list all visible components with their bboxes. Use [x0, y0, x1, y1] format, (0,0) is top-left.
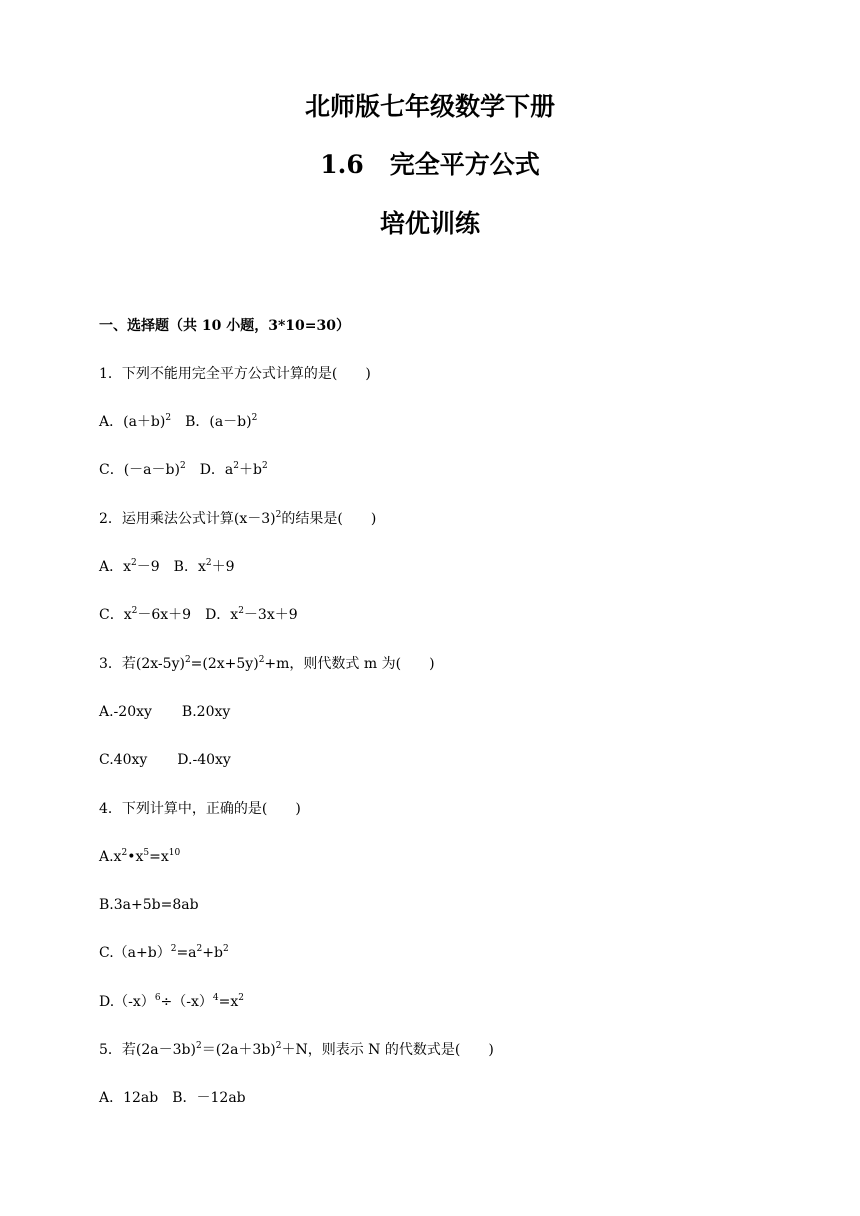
- document-title: 北师版七年级数学下册: [304, 92, 555, 121]
- question-4-option-a: $A.x^2•x^5=x^{10}$: [99, 848, 181, 865]
- lesson-name: 完全平方公式: [389, 150, 540, 179]
- lesson-title: [0, 152, 860, 177]
- option-d: D.-40xy: [177, 752, 231, 768]
- option-a: A．12ab: [99, 1090, 159, 1106]
- question-4-stem: 4．下列计算中，正确的是( ): [99, 801, 301, 817]
- question-4-option-c: $C.(a+b)^2=a^2+b^2$: [99, 944, 229, 961]
- question-3-stem: 3．若$(2x-5y)^2=(2x+5y)^2+m$，则代数式 m 为( ): [99, 655, 435, 672]
- section-heading: 一、选择题（共 10 小题，3*10=30）: [99, 318, 350, 334]
- question-2-options-cd: [99, 608, 298, 622]
- option-b: B．$(a-b)^2$: [185, 413, 258, 430]
- option-a: A.-20xy: [99, 704, 152, 720]
- option-b: B．－12ab: [172, 1090, 246, 1106]
- option-a: A．$x^2-9$: [99, 558, 160, 575]
- question-3-options-ab: [99, 705, 230, 719]
- question-1-options-ab: [99, 415, 257, 429]
- option-c: C．$(-a-b)^2$: [99, 461, 186, 478]
- option-b: B．$x^2+9$: [173, 558, 235, 575]
- question-3-options-cd: [99, 753, 231, 767]
- option-d: D．$a^2+b^2$: [199, 461, 268, 478]
- question-5-options-ab: [99, 1091, 246, 1105]
- training-title: 培优训练: [379, 209, 480, 238]
- lesson-number: 1.6: [320, 150, 364, 179]
- option-c: C.40xy: [99, 752, 148, 768]
- question-2-stem: 2．运用乘法公式计算$(x-3)^2$的结果是( ): [99, 510, 377, 527]
- question-4-option-d: $D.(-x)^6\div(-x)^4=x^2$: [99, 993, 245, 1010]
- option-b: B.20xy: [181, 704, 231, 720]
- option-d: D．$x^2-3x+9$: [205, 606, 298, 623]
- option-a: A．$(a+b)^2$: [99, 413, 172, 430]
- question-2-options-ab: [99, 560, 235, 574]
- question-1-options-cd: [99, 463, 268, 477]
- option-c: C．$x^2-6x+9$: [99, 606, 192, 623]
- question-1-stem: 1．下列不能用完全平方公式计算的是( ): [99, 366, 371, 382]
- question-4-option-b: B.3a+5b=8ab: [99, 897, 199, 913]
- question-5-stem: 5．若$(2a-3b)^2=(2a+3b)^2+N$，则表示 N 的代数式是( ): [99, 1041, 494, 1058]
